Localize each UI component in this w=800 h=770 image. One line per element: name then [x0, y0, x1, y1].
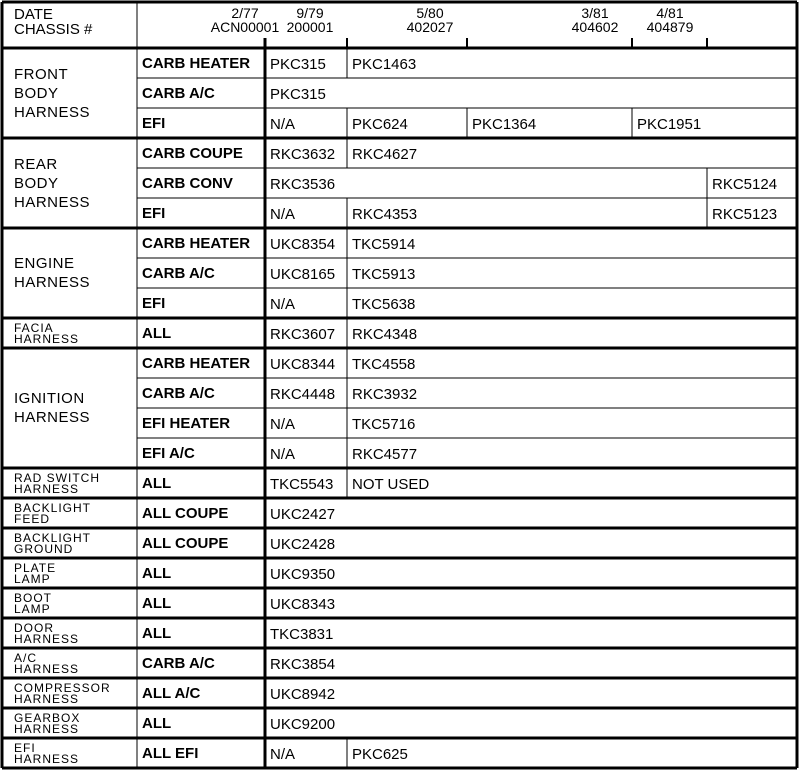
part-number-cell: UKC8942: [270, 686, 336, 703]
part-number-cell: TKC5914: [352, 236, 416, 253]
component-name-line: HARNESS: [14, 482, 80, 496]
header-mark-chassis-1: 200001: [286, 19, 334, 35]
component-name-line: DOOR: [14, 620, 54, 635]
component-name-line: A/C: [14, 650, 38, 665]
part-number-cell: RKC5123: [712, 206, 778, 223]
component-name-line: FACIA: [14, 320, 54, 335]
part-number-cell: TKC5716: [352, 416, 416, 433]
component-name-line: FRONT: [14, 65, 69, 83]
component-name-line: HARNESS: [14, 662, 80, 676]
header-mark-date-4: 4/81: [656, 5, 684, 21]
sub-type-label: CARB HEATER: [142, 55, 251, 72]
part-number-cell: TKC5543: [270, 476, 334, 493]
component-name-line: BACKLIGHT: [14, 530, 92, 545]
part-number-cell: RKC3607: [270, 326, 336, 343]
header-mark-date-3: 3/81: [581, 5, 609, 21]
sub-type-label: CARB A/C: [142, 655, 215, 672]
component-name-line: EFI: [14, 740, 36, 755]
sub-type-label: CARB CONV: [142, 175, 233, 192]
component-name-line: HARNESS: [14, 193, 91, 211]
part-number-cell: PKC315: [270, 56, 326, 73]
part-number-cell: UKC9200: [270, 716, 336, 733]
header-mark-date-0: 2/77: [231, 5, 259, 21]
part-number-cell: UKC8344: [270, 356, 336, 373]
component-name-line: HARNESS: [14, 409, 91, 426]
sub-type-label: CARB A/C: [142, 265, 215, 282]
component-name-line: PLATE: [14, 560, 57, 575]
sub-type-label: EFI: [142, 205, 166, 222]
component-name-line: HARNESS: [14, 692, 80, 706]
component-name-line: BOOT: [14, 590, 53, 605]
part-number-cell: NOT USED: [352, 476, 430, 493]
part-number-cell: TKC3831: [270, 626, 334, 643]
part-number-cell: RKC4577: [352, 446, 418, 463]
part-number-cell: RKC3932: [352, 386, 418, 403]
header-mark-chassis-2: 402027: [406, 19, 454, 35]
sub-type-label: CARB A/C: [142, 385, 215, 402]
component-name-line: GEARBOX: [14, 710, 81, 725]
part-number-cell: PKC624: [352, 116, 408, 133]
component-name-line: REAR: [14, 155, 58, 173]
component-name-line: BODY: [14, 174, 59, 192]
sub-type-label: CARB HEATER: [142, 355, 251, 372]
sub-type-label: CARB HEATER: [142, 235, 251, 252]
part-number-cell: N/A: [270, 416, 296, 433]
component-name-line: FEED: [14, 512, 51, 526]
part-number-cell: UKC9350: [270, 566, 336, 583]
part-number-cell: UKC2427: [270, 506, 336, 523]
sub-type-label: CARB COUPE: [142, 145, 243, 162]
part-number-cell: RKC3632: [270, 146, 336, 163]
part-number-cell: PKC1364: [472, 116, 537, 133]
part-number-cell: N/A: [270, 116, 296, 133]
part-number-cell: TKC5638: [352, 296, 416, 313]
component-name-line: LAMP: [14, 602, 51, 616]
sub-type-label: ALL: [142, 565, 172, 582]
component-name-line: HARNESS: [14, 332, 80, 346]
component-name-line: HARNESS: [14, 103, 91, 121]
component-name-line: LAMP: [14, 572, 51, 586]
component-name-line: IGNITION: [14, 390, 85, 407]
header-mark-date-1: 9/79: [296, 5, 324, 21]
sub-type-label: ALL: [142, 595, 172, 612]
header-mark-chassis-4: 404879: [646, 19, 694, 35]
component-name-line: HARNESS: [14, 632, 80, 646]
part-number-cell: RKC4627: [352, 146, 418, 163]
sub-type-label: ALL: [142, 715, 172, 732]
header-mark-date-2: 5/80: [416, 5, 444, 21]
part-number-cell: RKC5124: [712, 176, 778, 193]
sub-type-label: ALL: [142, 625, 172, 642]
component-name-line: BACKLIGHT: [14, 500, 92, 515]
header-date-label: DATE: [14, 6, 53, 23]
part-number-cell: RKC3536: [270, 176, 336, 193]
part-number-cell: UKC8165: [270, 266, 336, 283]
sub-type-label: EFI: [142, 295, 166, 312]
sub-type-label: ALL A/C: [142, 685, 201, 702]
component-name-line: RAD SWITCH: [14, 470, 100, 485]
sub-type-label: EFI: [142, 115, 166, 132]
part-number-cell: N/A: [270, 746, 296, 763]
part-number-cell: UKC8343: [270, 596, 336, 613]
part-number-cell: N/A: [270, 296, 296, 313]
part-number-cell: N/A: [270, 446, 296, 463]
header-mark-chassis-0: ACN00001: [210, 19, 280, 35]
part-number-cell: PKC625: [352, 746, 408, 763]
part-number-cell: PKC1463: [352, 56, 417, 73]
sub-type-label: ALL: [142, 325, 172, 342]
part-number-cell: PKC315: [270, 86, 326, 103]
header-mark-chassis-3: 404602: [571, 19, 619, 35]
header-chassis-label: CHASSIS #: [14, 21, 93, 38]
component-name-line: GROUND: [14, 542, 74, 556]
part-number-cell: TKC4558: [352, 356, 416, 373]
part-number-cell: RKC3854: [270, 656, 336, 673]
part-number-cell: RKC4448: [270, 386, 336, 403]
part-number-cell: UKC8354: [270, 236, 336, 253]
sub-type-label: ALL EFI: [142, 745, 199, 762]
sub-type-label: EFI HEATER: [142, 415, 231, 432]
sub-type-label: ALL: [142, 475, 172, 492]
sub-type-label: CARB A/C: [142, 85, 215, 102]
component-name-line: BODY: [14, 84, 59, 102]
sub-type-label: ALL COUPE: [142, 535, 229, 552]
part-number-cell: RKC4353: [352, 206, 418, 223]
part-number-cell: N/A: [270, 206, 296, 223]
part-number-cell: PKC1951: [637, 116, 702, 133]
component-name-line: HARNESS: [14, 752, 80, 766]
component-name-line: HARNESS: [14, 722, 80, 736]
sub-type-label: EFI A/C: [142, 445, 195, 462]
part-number-cell: UKC2428: [270, 536, 336, 553]
component-name-line: COMPRESSOR: [14, 680, 111, 695]
component-name-line: HARNESS: [14, 274, 91, 291]
part-number-cell: RKC4348: [352, 326, 418, 343]
part-number-cell: TKC5913: [352, 266, 416, 283]
sub-type-label: ALL COUPE: [142, 505, 229, 522]
component-name-line: ENGINE: [14, 255, 75, 272]
